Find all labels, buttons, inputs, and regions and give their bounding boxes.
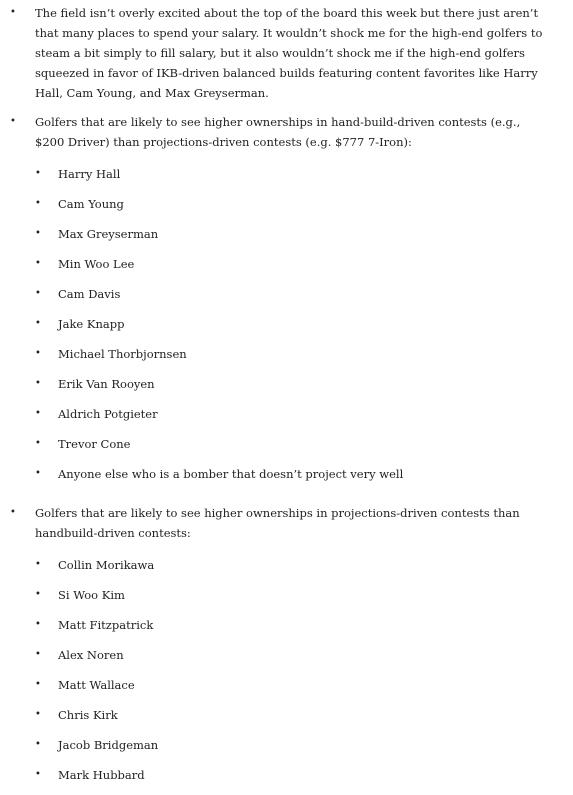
list-item: • Si Woo Kim [35, 585, 549, 615]
list-item: • Chris Kirk [35, 705, 549, 735]
list-item: • Jacob Bridgeman [35, 735, 549, 765]
intro-text: The field isn’t overly excited about the top of the board this week but there just aren’t that many places to spend your salary. It wouldn’t shock me for the high-end golfers to steam a bit simply to fill salary, but it also wouldn’t shock me if the high-end golfers squeezed in favor of IKB-driven balanced builds featuring content favorites like Harry Hall, Cam Young, and Max Greyserman. [35, 6, 543, 100]
intro-bullet [0, 3, 573, 103]
list-item: • Mark Hubbard [35, 765, 549, 795]
list-item: • Cam Davis [35, 284, 549, 314]
list-item: • Erik Van Rooyen [35, 374, 549, 404]
list-item: • Alex Noren [35, 645, 549, 675]
list-item: • Cam Young [35, 194, 549, 224]
list-item: • Trevor Cone [35, 434, 549, 464]
projections-golfer-list [35, 555, 549, 795]
list-item: • Harry Hall [35, 164, 549, 194]
handbuild-golfer-list [35, 164, 549, 494]
handbuild-heading: Golfers that are likely to see higher ownerships in hand-build-driven contests (e.g., $200 Driver) than projections-driven contests (e.g. $777 7-Iron): [35, 115, 521, 149]
list-item: • Michael Thorbjornsen [35, 344, 549, 374]
list-item: • Matt Fitzpatrick [35, 615, 549, 645]
list-item: • Max Greyserman [35, 224, 549, 254]
list-item: • Aldrich Potgieter [35, 404, 549, 434]
list-item: • Min Woo Lee [35, 254, 549, 284]
article-bullet-list [0, 3, 573, 795]
handbuild-bullet [0, 112, 573, 494]
projections-heading: Golfers that are likely to see higher ownerships in projections-driven contests than handbuild-driven contests: [35, 506, 520, 540]
projections-bullet [0, 503, 573, 795]
list-item: • Collin Morikawa [35, 555, 549, 585]
list-item: • Matt Wallace [35, 675, 549, 705]
list-item: • Jake Knapp [35, 314, 549, 344]
list-item: • Anyone else who is a bomber that doesn’t project very well [35, 464, 549, 494]
